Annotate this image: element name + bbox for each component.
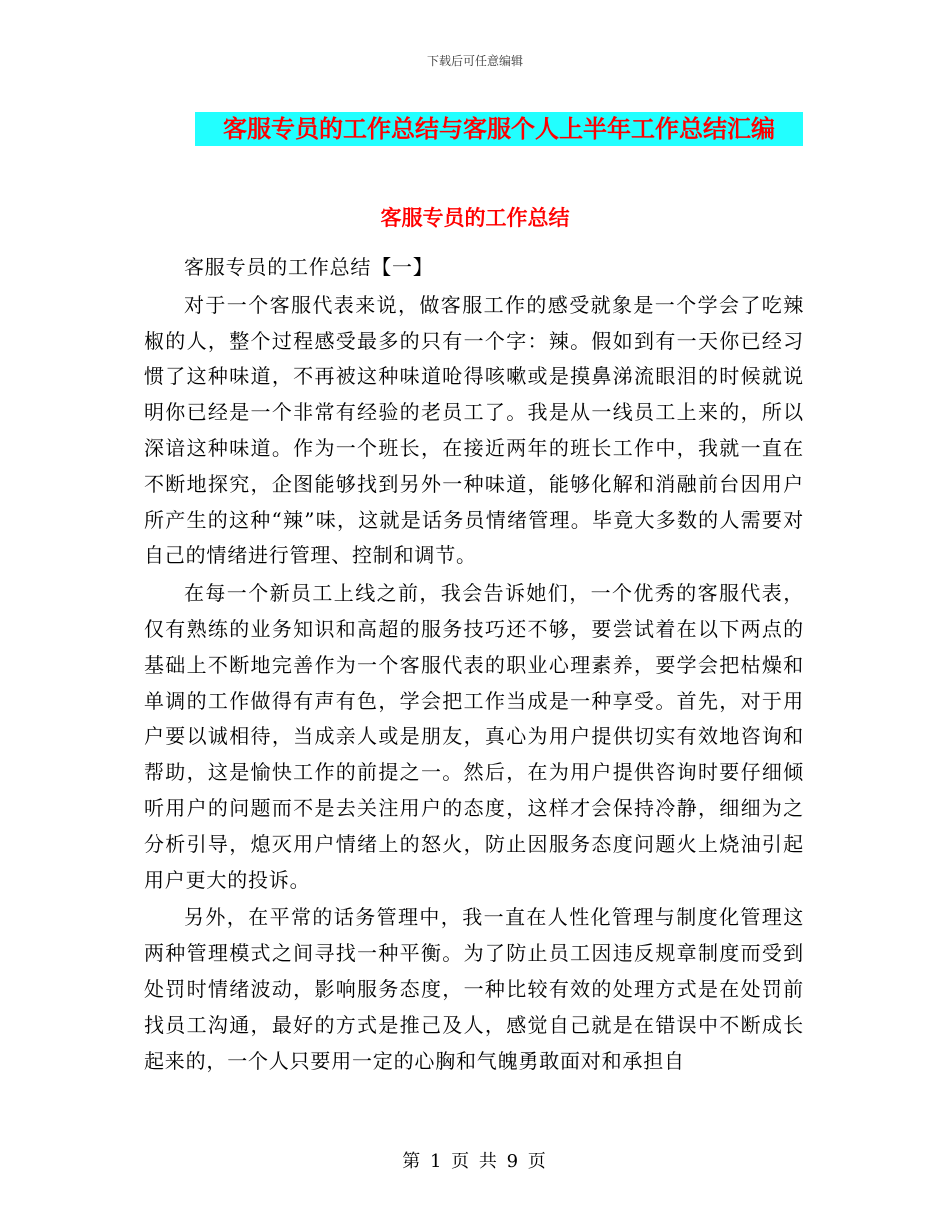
body-paragraph: 另外，在平常的话务管理中，我一直在人性化管理与制度化管理这两种管理模式之间寻找一种平衡。为了防止员工因违反规章制度而受到处罚时情绪波动，影响服务态度，一种比较有效的处理方式是在处罚前找员工沟通，最好的方式是推己及人，感觉自己就是在错误中不断成长起来的，一个人只要用一定的心胸和气魄勇敢面对和承担自: [144, 905, 804, 1073]
document-title: 客服专员的工作总结与客服个人上半年工作总结汇编: [195, 112, 803, 146]
page-number: 第 1 页 共 9 页: [402, 1151, 548, 1172]
section-title: 客服专员的工作总结: [380, 205, 570, 230]
page-header-note: 下载后可任意编辑: [426, 54, 523, 68]
subheading: 客服专员的工作总结【一】: [184, 255, 434, 279]
body-paragraph: 在每一个新员工上线之前，我会告诉她们，一个优秀的客服代表，仅有熟练的业务知识和高超的服务技巧还不够，要尝试着在以下两点的基础上不断地完善作为一个客服代表的职业心理素养，要学会把枯燥和单调的工作做得有声有色，学会把工作当成是一种享受。首先，对于用户要以诚相待，当成亲人或是朋友，真心为用户提供切实有效地咨询和帮助，这是愉快工作的前提之一。然后，在为用户提供咨询时要仔细倾听用户的问题而不是去关注用户的态度，这样才会保持冷静，细细为之分析引导，熄灭用户情绪上的怒火，防止因服务态度问题火上烧油引起用户更大的投诉。: [144, 581, 804, 892]
body-paragraph: 对于一个客服代表来说，做客服工作的感受就象是一个学会了吃辣椒的人，整个过程感受最多的只有一个字：辣。假如到有一天你已经习惯了这种味道，不再被这种味道呛得咳嗽或是摸鼻涕流眼泪的时候就说明你已经是一个非常有经验的老员工了。我是从一线员工上来的，所以深谙这种味道。作为一个班长，在接近两年的班长工作中，我就一直在不断地探究，企图能够找到另外一种味道，能够化解和消融前台因用户所产生的这种“辣”味，这就是话务员情绪管理。毕竟大多数的人需要对自己的情绪进行管理、控制和调节。: [144, 292, 804, 568]
document-body: [144, 220, 804, 1079]
